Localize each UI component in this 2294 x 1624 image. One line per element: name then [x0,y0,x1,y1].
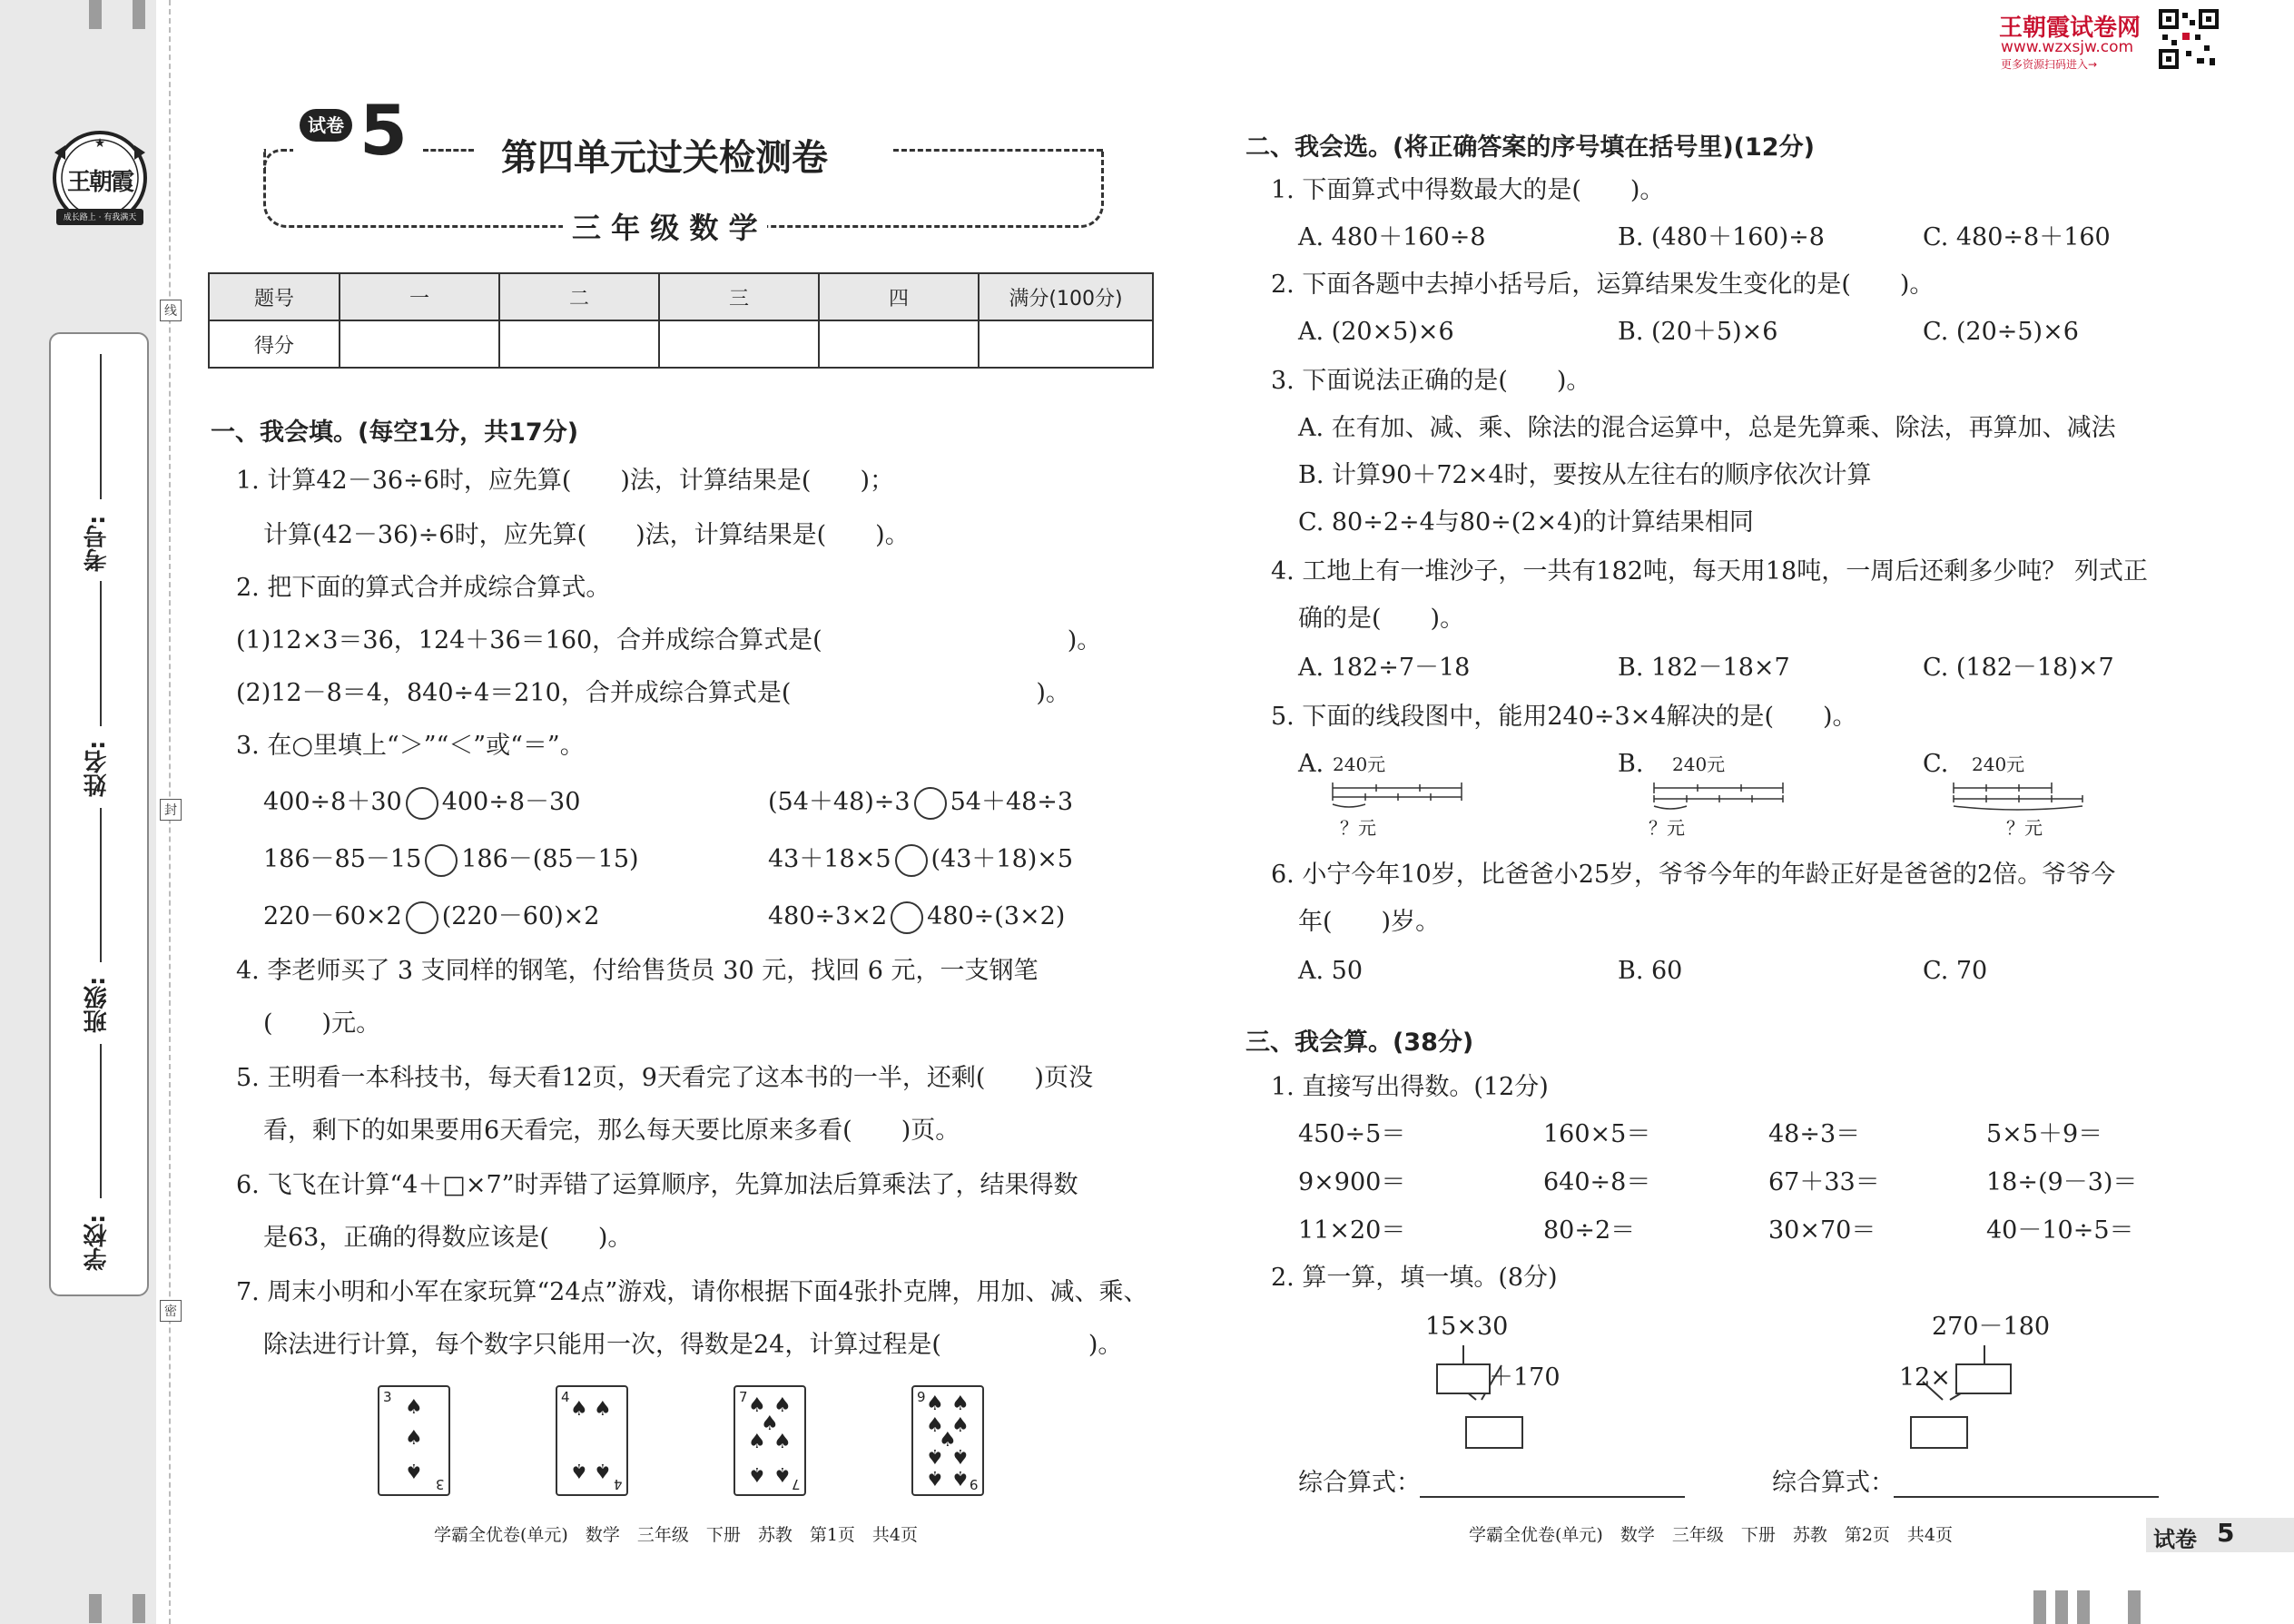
bar-diagram-b [1652,773,1788,813]
s1-q7-line1: 7. 周末小明和小军在家玩算“24点”游戏，请你根据下面4张扑克牌，用加、减、乘、 [236,1278,1148,1306]
site-name: 王朝霞试卷网 [1999,15,2141,42]
s1-q5-line2: 看，剩下的如果要用6天看完，那么每天要比原来多看( )页。 [263,1117,960,1145]
mental-item: 9×900＝ [1298,1168,1406,1196]
spade-icon: ♠ [926,1393,944,1415]
s2-q6-option-b: B. 60 [1618,957,1683,985]
score-header-cell: 二 [499,273,659,320]
s1-q2: 2. 把下面的算式合并成综合算式。 [236,574,611,602]
student-info-panel [49,332,149,1296]
diagram-c-unknown: ？元 [2006,817,2043,839]
spade-icon: ♠ [748,1394,766,1417]
spade-icon: ♠ [773,1462,792,1485]
s2-q2: 2. 下面各题中去掉小括号后，运算结果发生变化的是( )。 [1271,271,1935,299]
s1-q7-line2: 除法进行计算，每个数字只能用一次，得数是24，计算过程是( )。 [263,1331,1123,1359]
spade-icon: ♠ [594,1398,612,1421]
s2-q1-option-b: B. (480＋160)÷8 [1618,223,1825,251]
spade-icon: ♠ [570,1459,588,1481]
logo-text: 王朝霞 [66,169,133,196]
s2-q4-option-a: A. 182÷7－18 [1298,654,1471,682]
spade-icon: ♠ [926,1466,944,1489]
logo-subtext: 成长路上 · 有我满天 [63,213,137,222]
s2-q3-option-b: B. 计算90＋72×4时，要按从左往右的顺序依次计算 [1298,461,1872,489]
class-label: 班级: [84,976,111,1033]
bar-diagram-a [1331,773,1467,813]
playing-card-3: 3 3 ♠ ♠ ♠ [378,1385,450,1496]
binding-tick [2055,1590,2068,1624]
binding-tick [89,0,102,29]
compare-circle[interactable] [425,844,458,877]
s2-q5-option-b: B. [1618,750,1644,778]
compare-item: 186－85－15 186－(85－15) [263,842,639,878]
s2-q3: 3. 下面说法正确的是( )。 [1271,367,1591,395]
spade-icon: ♠ [773,1431,792,1453]
spade-icon: ♠ [951,1414,970,1437]
mental-item: 67＋33＝ [1768,1168,1880,1196]
diagram-b-unknown: ？元 [1649,817,1685,839]
exam-number-field[interactable] [100,354,102,499]
spade-icon: ♠ [761,1412,779,1435]
score-cell[interactable] [659,320,819,368]
section1-title: 一、我会填。(每空1分，共17分) [211,418,579,447]
page-badge-number: 5 [2217,1518,2235,1548]
playing-card-4: 4 4 ♠ ♠ ♠ ♠ [556,1385,628,1496]
s2-q1-option-c: C. 480÷8＋160 [1923,223,2111,251]
name-label: 姓名: [84,740,111,797]
paper-number: 5 [359,90,408,171]
cut-mark-line: 线 [160,300,182,321]
spade-icon: ♠ [939,1429,957,1452]
score-cell[interactable] [819,320,979,368]
brand-logo [47,125,153,236]
tree1-box-upper[interactable] [1436,1363,1491,1394]
diagram-b-total: 240元 [1672,753,1726,775]
score-cell[interactable] [979,320,1153,368]
s2-q5-option-a: A. [1298,750,1324,778]
school-label: 学校: [84,1214,111,1271]
diagram-c-total: 240元 [1972,753,2025,775]
s1-q4-line1: 4. 李老师买了 3 支同样的钢笔，付给售货员 30 元，找回 6 元，一支钢笔 [236,957,1039,985]
page-badge-label: 试卷 [2153,1527,2197,1552]
s2-q4-line1: 4. 工地上有一堆沙子，一共有182吨，每天用18吨，一周后还剩多少吨？ 列式正 [1271,557,2148,586]
s2-q5: 5. 下面的线段图中，能用240÷3×4解决的是( )。 [1271,703,1857,731]
s3-q1: 1. 直接写出得数。(12分) [1271,1073,1549,1101]
s2-q1-option-a: A. 480＋160÷8 [1298,223,1486,251]
page-title: 第四单元过关检测卷 [501,137,828,179]
compare-item: (54＋48)÷3 54＋48÷3 [768,784,1073,821]
s1-q6-line1: 6. 飞飞在计算“4＋□×7”时弄错了运算顺序，先算加法后算乘法了，结果得数 [236,1171,1078,1199]
playing-card-7: 7 7 ♠ ♠ ♠ ♠ ♠ ♠ ♠ [733,1385,806,1496]
score-row-label: 得分 [209,320,340,368]
spade-icon: ♠ [926,1444,944,1467]
compare-circle[interactable] [891,901,923,934]
s2-q6-line1: 6. 小宁今年10岁，比爸爸小25岁，爷爷今年的年龄正好是爸爸的2倍。爷爷今 [1271,861,2116,889]
spade-icon: ♠ [405,1459,423,1481]
s2-q4-option-c: C. (182－18)×7 [1923,654,2114,682]
mental-item: 48÷3＝ [1768,1120,1861,1148]
spade-icon: ♠ [773,1394,792,1417]
binding-tick [2128,1590,2141,1624]
site-url[interactable]: www.wzxsjw.com [2001,38,2134,56]
score-cell[interactable] [499,320,659,368]
tree2-box-upper[interactable] [1955,1363,2012,1394]
score-header-cell: 题号 [209,273,340,320]
footer-left: 学霸全优卷(单元) 数学 三年级 下册 苏教 第1页 共4页 [434,1525,919,1545]
compare-item: 400÷8＋30 400÷8－30 [263,784,580,821]
s1-q5-line1: 5. 王明看一本科技书，每天看12页，9天看完了这本书的一半，还剩( )页没 [236,1064,1093,1092]
compare-item: 43＋18×5 (43＋18)×5 [768,842,1073,878]
tree2-side: 12× [1899,1363,1951,1392]
binding-tick [2033,1590,2046,1624]
s2-q6-option-c: C. 70 [1923,957,1988,985]
compare-circle[interactable] [895,844,928,877]
cut-mark-seal: 封 [160,799,182,821]
s1-q2-1: (1)12×3＝36，124＋36＝160，合并成综合算式是( )。 [236,626,1102,655]
spade-icon: ♠ [926,1414,944,1437]
mental-item: 160×5＝ [1543,1120,1651,1148]
s2-q4-line2: 确的是( )。 [1298,605,1465,633]
mental-item: 80÷2＝ [1543,1216,1636,1245]
name-field[interactable] [100,581,102,726]
diagram-a-unknown: ？元 [1340,817,1376,839]
spade-icon: ♠ [748,1462,766,1485]
mental-item: 640÷8＝ [1543,1168,1651,1196]
s1-q1-line1: 1. 计算42－36÷6时，应先算( )法，计算结果是( )； [236,467,894,495]
tree1-combined-answer-line[interactable] [1420,1496,1685,1498]
tree1-combined-label: 综合算式： [1298,1469,1421,1497]
s2-q4-option-b: B. 182－18×7 [1618,654,1790,682]
compare-circle[interactable] [406,901,438,934]
score-header-cell: 三 [659,273,819,320]
s1-q6-line2: 是63，正确的得数应该是( )。 [263,1224,633,1252]
binding-tick [133,1594,145,1623]
s1-q2-2: (2)12－8＝4，840÷4＝210，合并成综合算式是( )。 [236,679,1070,707]
s1-q1-line2: 计算(42－36)÷6时，应先算( )法，计算结果是( )。 [263,521,910,549]
spade-icon: ♠ [748,1431,766,1453]
school-field[interactable] [100,1044,102,1198]
s2-q3-option-c: C. 80÷2÷4与80÷(2×4)的计算结果相同 [1298,508,1754,536]
mental-item: 5×5＋9＝ [1986,1120,2103,1148]
tree1-side: ＋170 [1489,1363,1561,1392]
s2-q5-option-c: C. [1923,750,1949,778]
spade-icon: ♠ [570,1398,588,1421]
tree1-box-result[interactable] [1465,1416,1523,1449]
compare-circle[interactable] [406,787,438,820]
page-subtitle: 三 年 级 数 学 [563,205,767,247]
score-cell[interactable] [340,320,499,368]
s1-q3: 3. 在○里填上“＞”“＜”或“＝”。 [236,732,585,760]
s3-q2: 2. 算一算，填一填。(8分) [1271,1264,1558,1292]
footer-right: 学霸全优卷(单元) 数学 三年级 下册 苏教 第2页 共4页 [1469,1525,1954,1545]
cut-mark-secret: 密 [160,1300,182,1322]
section3-title: 三、我会算。(38分) [1245,1029,1474,1057]
tree2-box-result[interactable] [1910,1416,1968,1449]
bar-diagram-c [1952,773,2088,813]
s2-q1: 1. 下面算式中得数最大的是( )。 [1271,176,1665,204]
spade-icon: ♠ [405,1396,423,1419]
tree2-combined-answer-line[interactable] [1894,1496,2159,1498]
playing-card-9: 9 9 ♠ ♠ ♠ ♠ ♠ ♠ ♠ ♠ ♠ [911,1385,984,1496]
tree1-top: 15×30 [1425,1313,1509,1341]
mental-item: 30×70＝ [1768,1216,1876,1245]
mental-item: 18÷(9－3)＝ [1986,1168,2138,1196]
qr-code-icon[interactable] [2159,9,2219,69]
s2-q2-option-c: C. (20÷5)×6 [1923,318,2079,346]
mental-item: 11×20＝ [1298,1216,1406,1245]
s2-q3-option-a: A. 在有加、减、乘、除法的混合运算中，总是先算乘、除法，再算加、减法 [1298,414,2116,442]
class-field[interactable] [100,808,102,962]
binding-tick [89,1594,102,1623]
spade-icon: ♠ [951,1444,970,1467]
compare-circle[interactable] [914,787,947,820]
s2-q2-option-b: B. (20＋5)×6 [1618,318,1778,346]
spade-icon: ♠ [594,1459,612,1481]
spade-icon: ♠ [405,1427,423,1450]
spade-icon: ♠ [951,1393,970,1415]
paper-label-badge: 试卷 [300,109,352,142]
tree2-top: 270－180 [1932,1313,2051,1341]
mental-item: 450÷5＝ [1298,1120,1406,1148]
diagram-a-total: 240元 [1333,753,1386,775]
score-header-cell: 四 [819,273,979,320]
binding-tick [2077,1590,2090,1624]
binding-tick [133,0,145,29]
site-tagline: 更多资源扫码进入→ [2001,58,2098,71]
spade-icon: ♠ [951,1466,970,1489]
s2-q6-option-a: A. 50 [1298,957,1364,985]
score-table [208,272,1154,369]
compare-item: 480÷3×2 480÷(3×2) [768,899,1065,935]
score-header-cell: 满分(100分) [979,273,1153,320]
s2-q2-option-a: A. (20×5)×6 [1298,318,1454,346]
section2-title: 二、我会选。(将正确答案的序号填在括号里)(12分) [1245,133,1815,162]
tree2-combined-label: 综合算式： [1772,1469,1895,1497]
mental-item: 40－10÷5＝ [1986,1216,2134,1245]
svg-text:★: ★ [94,136,106,151]
compare-item: 220－60×2 (220－60)×2 [263,899,599,935]
s2-q6-line2: 年( )岁。 [1298,908,1441,936]
s1-q4-line2: ( )元。 [263,1009,381,1038]
exam-number-label: 考号: [84,515,111,572]
score-header-cell: 一 [340,273,499,320]
